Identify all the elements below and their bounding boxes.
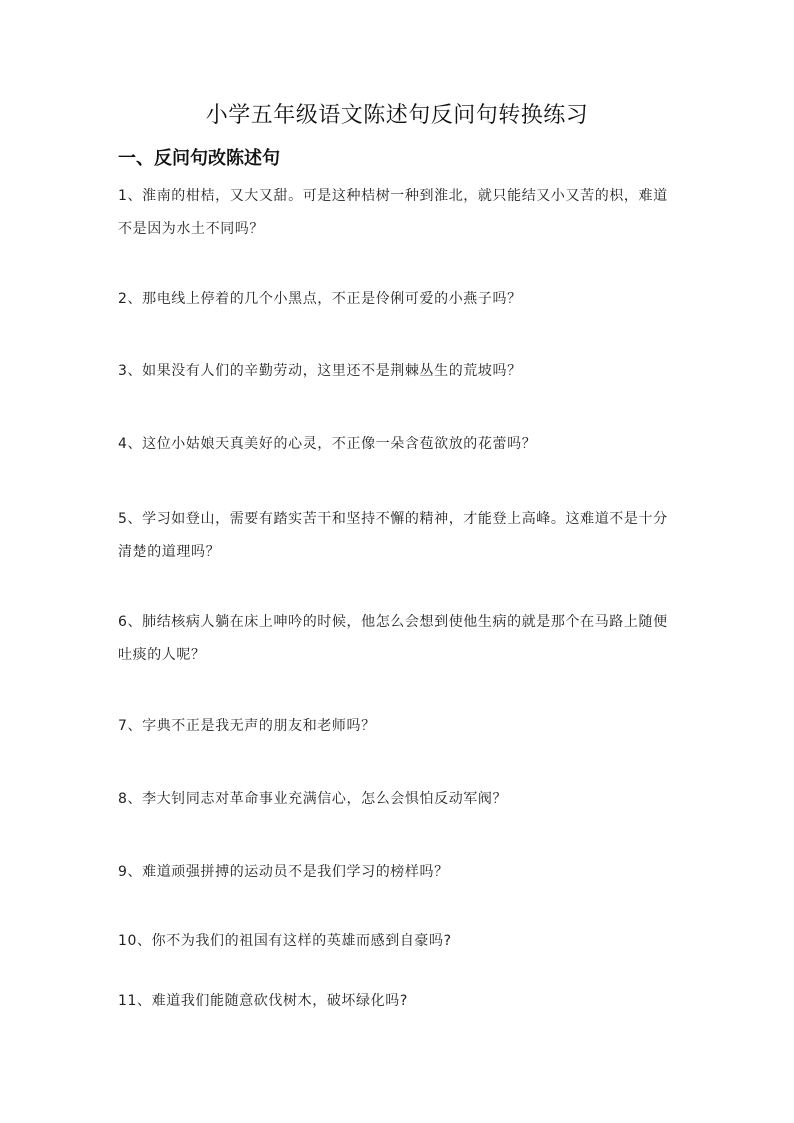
- question-item-5: 5、学习如登山，需要有踏实苦干和坚持不懈的精神，才能登上高峰。这难道不是十分清楚的道理吗？: [118, 511, 668, 560]
- question-item-1: 1、淮南的柑桔，又大又甜。可是这种桔树一种到淮北，就只能结又小又苦的枳，难道不是因为水土不同吗？: [118, 188, 668, 237]
- question-item-7: 7、字典不正是我无声的朋友和老师吗？: [118, 718, 376, 734]
- question-item-2: 2、那电线上停着的几个小黑点，不正是伶俐可爱的小燕子吗？: [118, 291, 522, 307]
- question-item-11: 11、难道我们能随意砍伐树木，破坏绿化吗?: [118, 993, 408, 1009]
- question-item-9: 9、难道顽强拼搏的运动员不是我们学习的榜样吗？: [118, 864, 449, 880]
- question-item-10: 10、你不为我们的祖国有这样的英雄而感到自豪吗?: [118, 933, 452, 949]
- question-item-4: 4、这位小姑娘天真美好的心灵，不正像一朵含苞欲放的花蕾吗？: [118, 436, 537, 452]
- page-title: 小学五年级语文陈述句反问句转换练习: [205, 103, 589, 128]
- question-item-6: 6、肺结核病人躺在床上呻吟的时候，他怎么会想到使他生病的就是那个在马路上随便吐痰的人呢？: [118, 614, 668, 663]
- question-item-3: 3、如果没有人们的辛勤劳动，这里还不是荆棘丛生的荒坡吗？: [118, 363, 522, 379]
- question-item-8: 8、李大钊同志对革命事业充满信心，怎么会惧怕反动军阀？: [118, 791, 508, 807]
- section-heading: 一、反问句改陈述句: [118, 148, 280, 169]
